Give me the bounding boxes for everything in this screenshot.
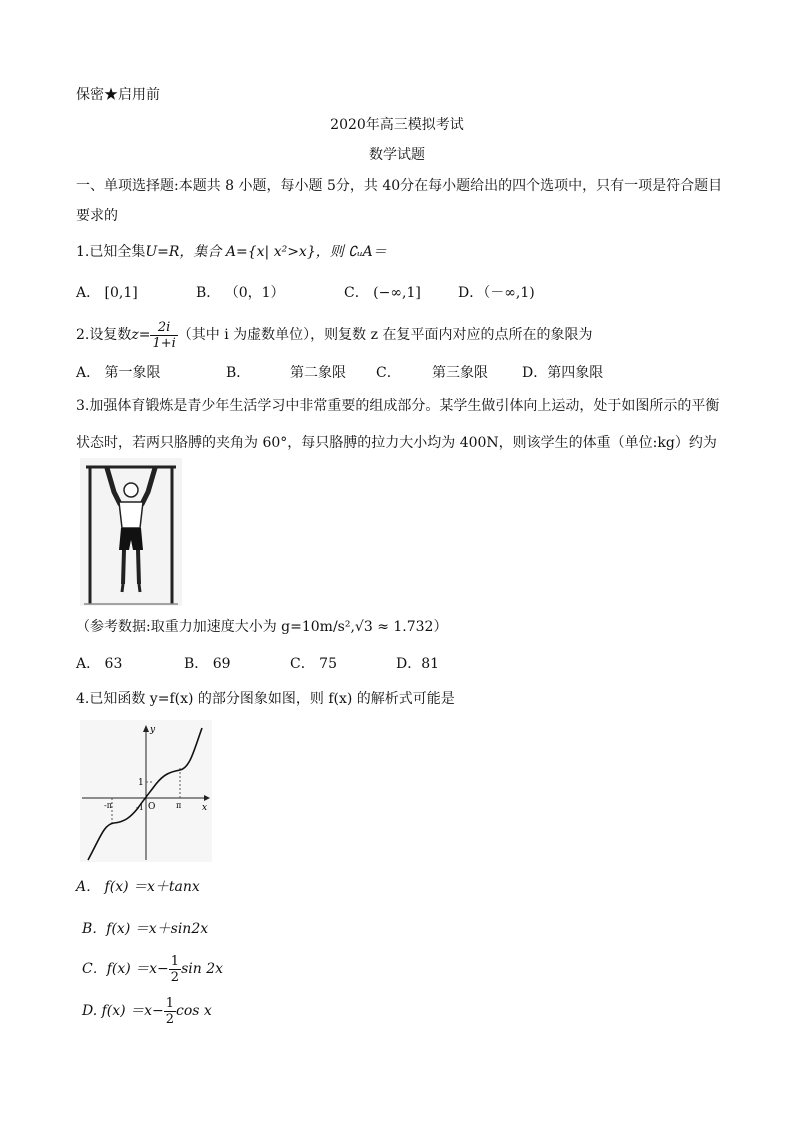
q2-option-c-label: C． [376,365,401,381]
exam-title: 2020年高三模拟考试 [330,117,464,133]
question-4-stem: 4.已知函数 y=f(x) 的部分图象如图，则 f(x) 的解析式可能是 [76,691,455,707]
q1-option-c: C． (−∞,1] [344,285,421,301]
question-2-stem [76,318,592,352]
origin-label: O [148,802,156,812]
confidential-label: 保密★启用前 [76,87,160,103]
torso [119,502,143,528]
right-foot [139,584,140,592]
q2-option-b-label: B． [226,365,251,381]
section-instructions-line2: 要求的 [76,208,118,224]
q1-option-d: D．（－∞,1) [458,285,535,301]
q2-numerator: 2i [150,320,177,336]
neg-pi-label: -π [104,801,112,810]
one-label: 1 [138,778,144,788]
question-1-stem [76,243,387,261]
pi-label: π [176,801,182,810]
q2-option-d: D．第四象限 [522,365,604,381]
q2-option-c-text: 第三象限 [432,365,488,381]
q2-stem-post: （其中 i 为虚数单位），则复数 z 在复平面内对应的点所在的象限为 [177,327,593,343]
q1-option-b: B． （0，1） [196,285,285,301]
q3-option-a: A． 63 [76,656,123,672]
q3-option-b: B． 69 [184,656,231,672]
q2-denominator: 1+i [152,335,176,351]
x-axis-label: x [202,803,208,813]
q1-stem-text: 1.已知全集 [76,244,146,260]
right-leg [138,550,139,584]
q2-option-b-text: 第二象限 [290,365,346,381]
q1-option-a: A． [0,1] [76,285,138,301]
question-3-reference: （参考数据:取重力加速度大小为 g=10m/s²,√3 ≈ 1.732） [76,619,448,635]
q2-stem-pre: 2.设复数 [76,327,132,343]
q4-d-fraction: $\frac{1}{2}$ [165,995,174,1027]
q2-fraction [150,320,177,351]
exam-subject: 数学试题 [369,147,425,163]
question-3-line1: 3.加强体育锻炼是青少年生活学习中非常重要的组成部分。某学生做引体向上运动，处于如图所示的平衡 [76,398,720,414]
q2-option-a: A． 第一象限 [76,365,161,381]
neg-one-label: -1 [136,803,144,812]
q3-option-c: C． 75 [290,656,337,672]
q4-option-b: B．f(x) ＝x＋sin2x [82,921,209,937]
section-instructions-line1: 一、单项选择题:本题共 8 小题，每小题 5分，共 40分在每小题给出的四个选项中，只有一项是符合题目 [76,178,723,194]
q4-option-a: A． f(x) ＝x＋tanx [76,879,200,895]
function-graph [80,720,212,862]
q4-option-d: D. f(x) ＝x− $\frac{1}{2}$ cos x [82,995,212,1027]
q4-c-fraction: $\frac{1}{2}$ [170,953,180,985]
head [124,483,138,497]
left-foot [122,584,123,592]
left-leg [123,550,124,584]
q4-option-c: C．f(x) ＝x− $\frac{1}{2}$ sin 2x [82,953,224,985]
q1-expression: U=R，集合 A={x| x²>x}，则 ∁ᵤA＝ [145,244,387,260]
q3-option-d: D．81 [396,656,440,672]
q2-z-eq: z= [131,327,151,343]
y-axis-label: y [150,725,156,735]
question-3-line2: 状态时，若两只胳膊的夹角为 60°，每只胳膊的拉力大小均为 400N，则该学生的体重（单位:kg）约为 [76,435,717,451]
pull-up-figure [80,458,182,606]
